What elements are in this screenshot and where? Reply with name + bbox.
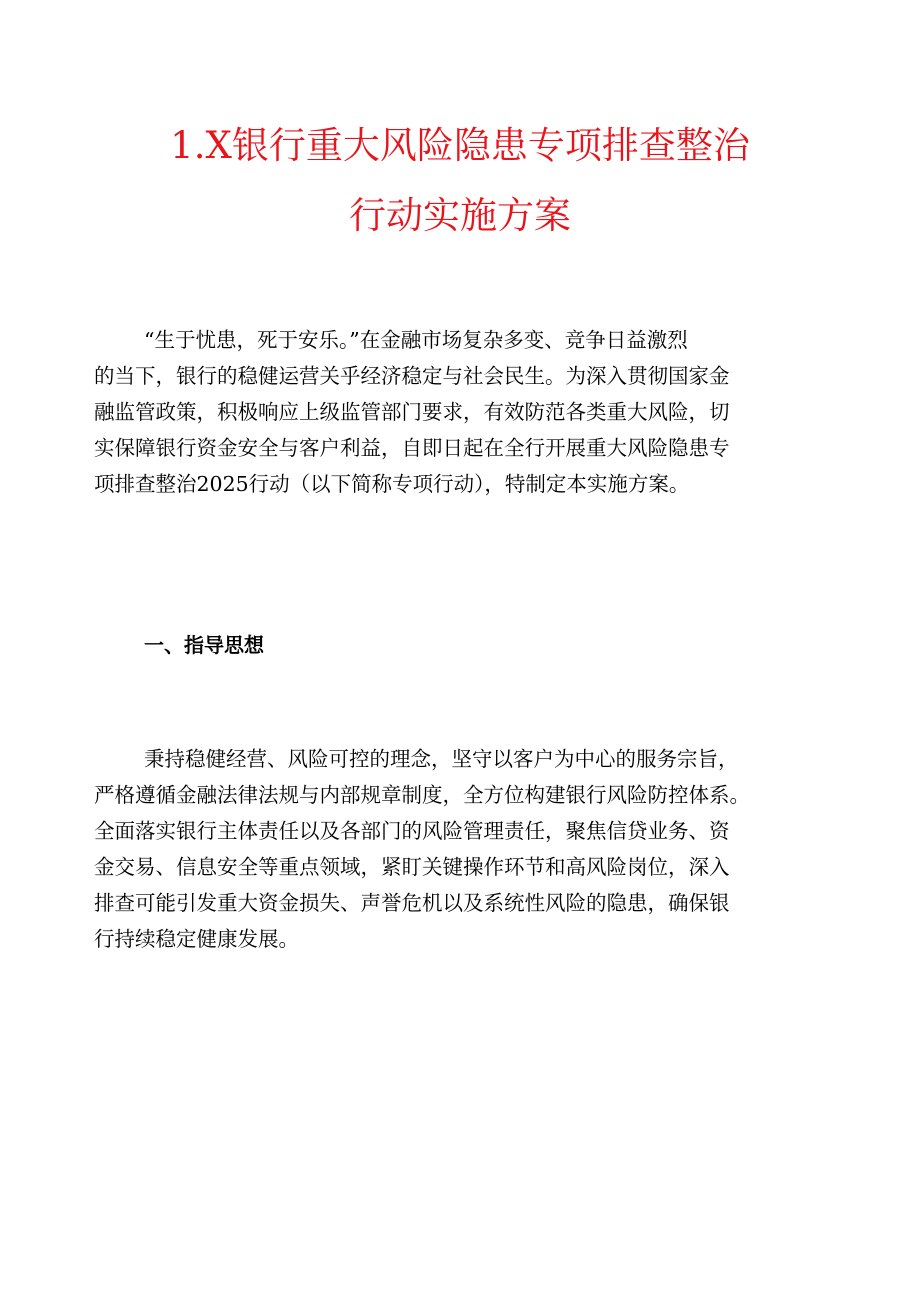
- section-heading-guiding-ideology: 一、指导思想: [144, 633, 264, 657]
- paragraph-line: 实保障银行资金安全与客户利益，自即日起在全行开展重大风险隐患专: [94, 436, 730, 460]
- paragraph-line: 排查可能引发重大资金损失、声誉危机以及系统性风险的隐患，确保银: [94, 891, 730, 915]
- intro-paragraph: [94, 322, 824, 502]
- paragraph-line: 的当下，银行的稳健运营关乎经济稳定与社会民生。为深入贯彻国家金: [94, 364, 730, 388]
- paragraph-line: “生于忧患，死于安乐。”在金融市场复杂多变、竞争日益激烈: [144, 328, 688, 352]
- paragraph-line: 金交易、信息安全等重点领域，紧盯关键操作环节和高风险岗位，深入: [94, 855, 730, 879]
- guiding-ideology-paragraph: [94, 741, 824, 957]
- document-title-line-1: 1.X银行重大风险隐患专项排查整治: [170, 124, 750, 167]
- paragraph-line: 行持续稳定健康发展。: [94, 927, 299, 951]
- paragraph-line: 严格遵循金融法律法规与内部规章制度，全方位构建银行风险防控体系。: [94, 783, 750, 807]
- paragraph-line: 全面落实银行主体责任以及各部门的风险管理责任，聚焦信贷业务、资: [94, 819, 730, 843]
- document-title-line-2: 行动实施方案: [349, 194, 571, 237]
- paragraph-line: 秉持稳健经营、风险可控的理念，坚守以客户为中心的服务宗旨，: [144, 747, 739, 771]
- paragraph-line: 融监管政策，积极响应上级监管部门要求，有效防范各类重大风险，切: [94, 400, 730, 424]
- paragraph-line: 项排查整治2025行动（以下简称专项行动），特制定本实施方案。: [94, 472, 690, 496]
